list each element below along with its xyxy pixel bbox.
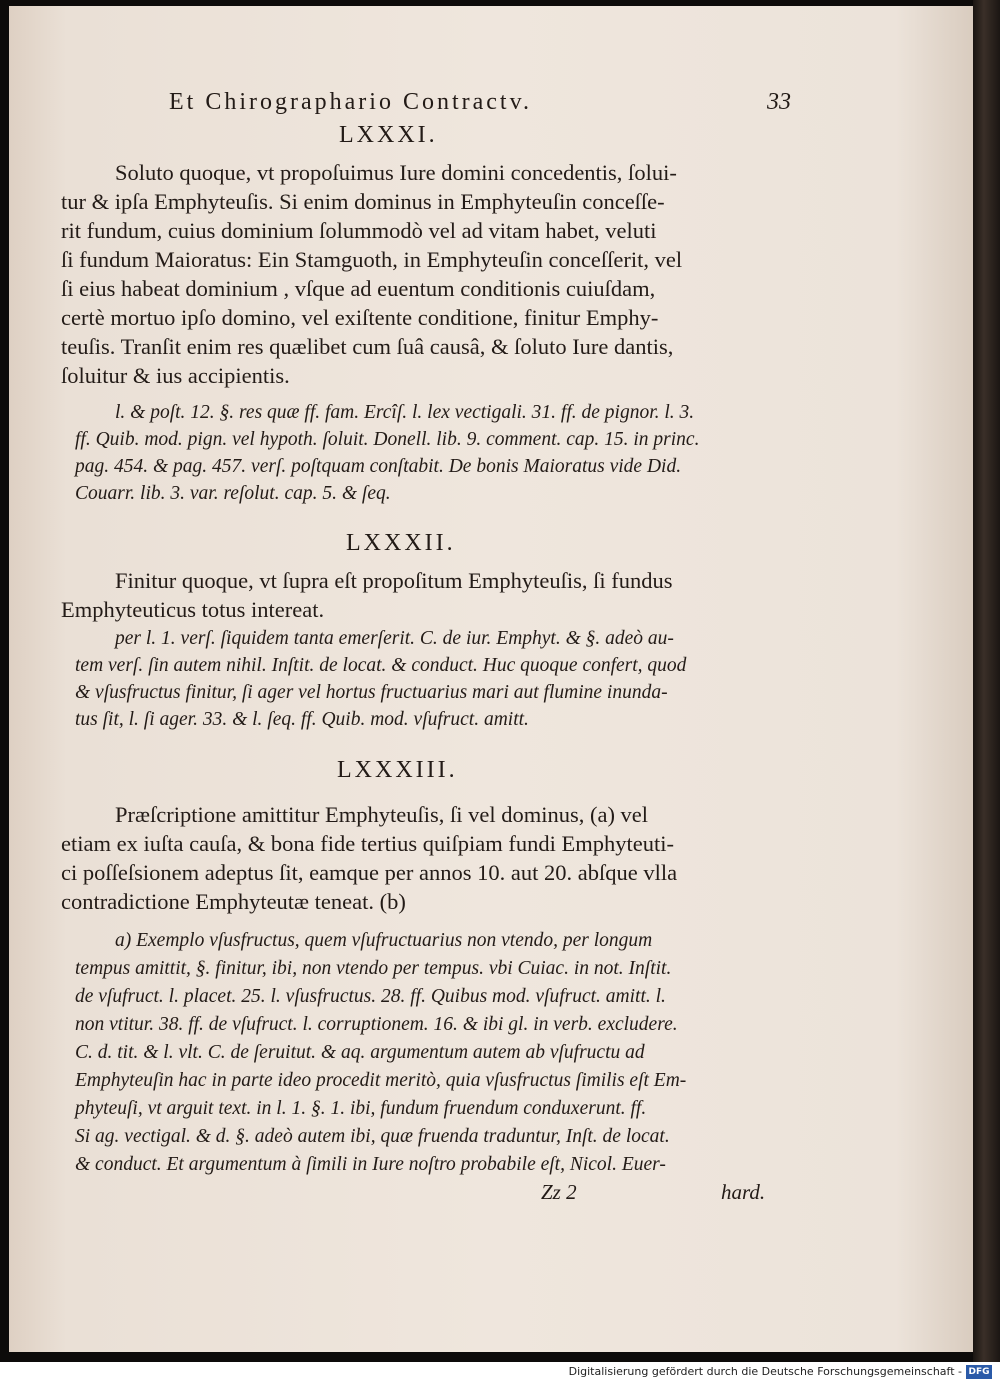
dfg-logo: DFG — [966, 1365, 992, 1379]
body-line: tur & ipſa Emphyteuſis. Si enim dominus in Emphyteuſin conceſſe- — [61, 189, 665, 214]
note-line: tem verſ. ſin autem nihil. Inſtit. de locat. & conduct. Huc quoque confert, quod — [75, 655, 687, 676]
note-line: per l. 1. verſ. ſiquidem tanta emerſerit. C. de iur. Emphyt. & §. adeò au- — [115, 628, 674, 649]
running-head: Et Chirographario Contractv. — [169, 89, 533, 115]
note-line: C. d. tit. & l. vlt. C. de ſeruitut. & aq. argumentum autem ab vſufructu ad — [75, 1042, 645, 1063]
body-line: ſi fundum Maioratus: Ein Stamguoth, in Emphyteuſin conceſſerit, vel — [61, 247, 683, 272]
body-line: ci poſſeſsionem adeptus ſit, eamque per annos 10. aut 20. abſque vlla — [61, 860, 678, 885]
note-line: tus ſit, l. ſi ager. 33. & l. ſeq. ff. Quib. mod. vſufruct. amitt. — [75, 709, 529, 730]
signature-mark: Zz 2 — [541, 1180, 577, 1204]
note-line: de vſufruct. l. placet. 25. l. vſusfructus. 28. ff. Quibus mod. vſufruct. amitt. l. — [75, 986, 666, 1007]
book-spine-edge — [973, 0, 1000, 1362]
digitization-footer — [0, 1362, 1000, 1382]
body-line: Soluto quoque, vt propoſuimus Iure domini concedentis, ſolui- — [115, 160, 677, 185]
note-line: Couarr. lib. 3. var. reſolut. cap. 5. & ſeq. — [75, 483, 391, 504]
body-line: etiam ex iuſta cauſa, & bona fide tertius quiſpiam fundi Emphyteuti- — [61, 831, 674, 856]
book-page — [9, 6, 973, 1352]
note-line: ff. Quib. mod. pign. vel hypoth. ſoluit. Donell. lib. 9. comment. cap. 15. in princ. — [75, 429, 700, 450]
body-line: certè mortuo ipſo domino, vel exiſtente conditione, finitur Emphy- — [61, 305, 659, 330]
body-line: rit fundum, cuius dominium ſolummodò vel ad vitam habet, veluti — [61, 218, 657, 243]
section-numeral: LXXXI. — [339, 122, 438, 148]
note-line: non vtitur. 38. ff. de vſufruct. l. corruptionem. 16. & ibi gl. in verb. excludere. — [75, 1014, 678, 1035]
catchword: hard. — [721, 1180, 766, 1204]
note-line: & conduct. Et argumentum à ſimili in Iure noſtro probabile eſt, Nicol. Euer- — [75, 1154, 666, 1175]
note-line: l. & poſt. 12. §. res quæ ff. fam. Ercîſ. l. lex vectigali. 31. ff. de pignor. l. 3. — [115, 402, 695, 423]
body-line: teuſis. Tranſit enim res quælibet cum ſuâ causâ, & ſoluto Iure dantis, — [61, 334, 674, 359]
body-line: ſoluitur & ius accipientis. — [61, 363, 290, 388]
section-numeral: LXXXII. — [346, 530, 456, 556]
note-line: & vſusfructus finitur, ſi ager vel hortus fructuarius mari aut flumine inunda- — [75, 682, 668, 703]
note-line: tempus amittit, §. finitur, ibi, non vtendo per tempus. vbi Cuiac. in not. Inſtit. — [75, 958, 672, 979]
body-line: contradictione Emphyteutæ teneat. (b) — [61, 889, 406, 914]
footer-credit: Digitalisierung gefördert durch die Deutsche Forschungsgemeinschaft - — [568, 1365, 962, 1378]
note-line: phyteuſi, vt arguit text. in l. 1. §. 1. ibi, fundum fruendum conduxerunt. ff. — [75, 1098, 647, 1119]
page-number: 33 — [767, 89, 791, 115]
body-line: Præſcriptione amittitur Emphyteuſis, ſi vel dominus, (a) vel — [115, 802, 649, 827]
note-line: pag. 454. & pag. 457. verſ. poſtquam conſtabit. De bonis Maioratus vide Did. — [75, 456, 682, 477]
body-line: Emphyteuticus totus intereat. — [61, 597, 325, 622]
note-line: Emphyteuſin hac in parte ideo procedit meritò, quia vſusfructus ſimilis eſt Em- — [75, 1070, 687, 1091]
body-line: ſi eius habeat dominium , vſque ad euentum conditionis cuiuſdam, — [61, 276, 656, 301]
section-numeral: LXXXIII. — [337, 757, 458, 783]
note-line: Si ag. vectigal. & d. §. adeò autem ibi, quæ fruenda traduntur, Inſt. de locat. — [75, 1126, 670, 1147]
note-line: a) Exemplo vſusfructus, quem vſufructuarius non vtendo, per longum — [115, 930, 653, 951]
body-line: Finitur quoque, vt ſupra eſt propoſitum Emphyteuſis, ſi fundus — [115, 568, 673, 593]
